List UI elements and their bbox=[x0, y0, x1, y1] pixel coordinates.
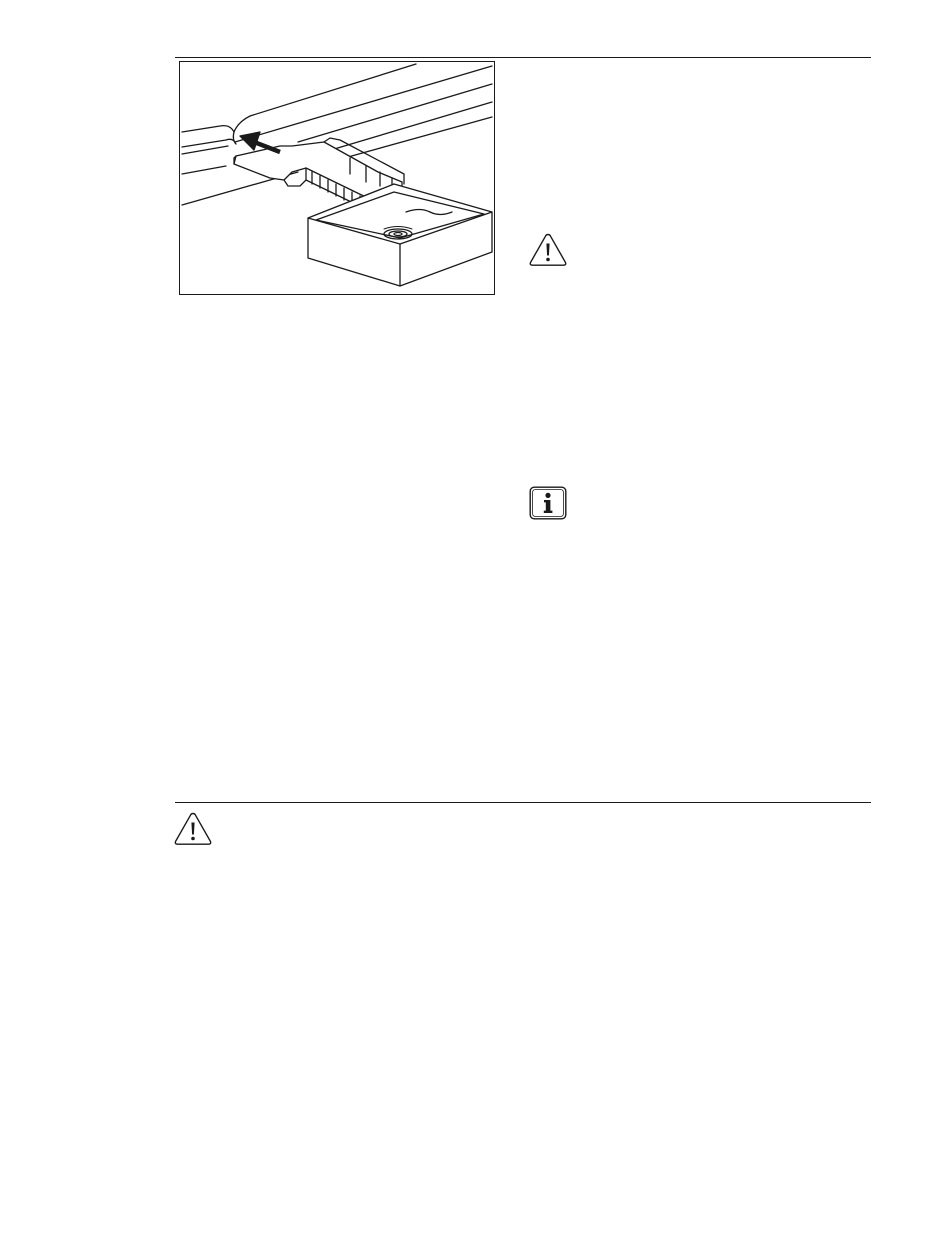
warning-triangle-icon bbox=[528, 232, 568, 268]
drain-tray-figure bbox=[179, 61, 495, 295]
section-divider bbox=[175, 802, 871, 803]
shelf-rail bbox=[182, 64, 492, 205]
water-tray bbox=[308, 184, 492, 286]
top-divider bbox=[175, 57, 871, 58]
warning-triangle-icon bbox=[173, 811, 213, 847]
info-icon bbox=[529, 486, 567, 520]
